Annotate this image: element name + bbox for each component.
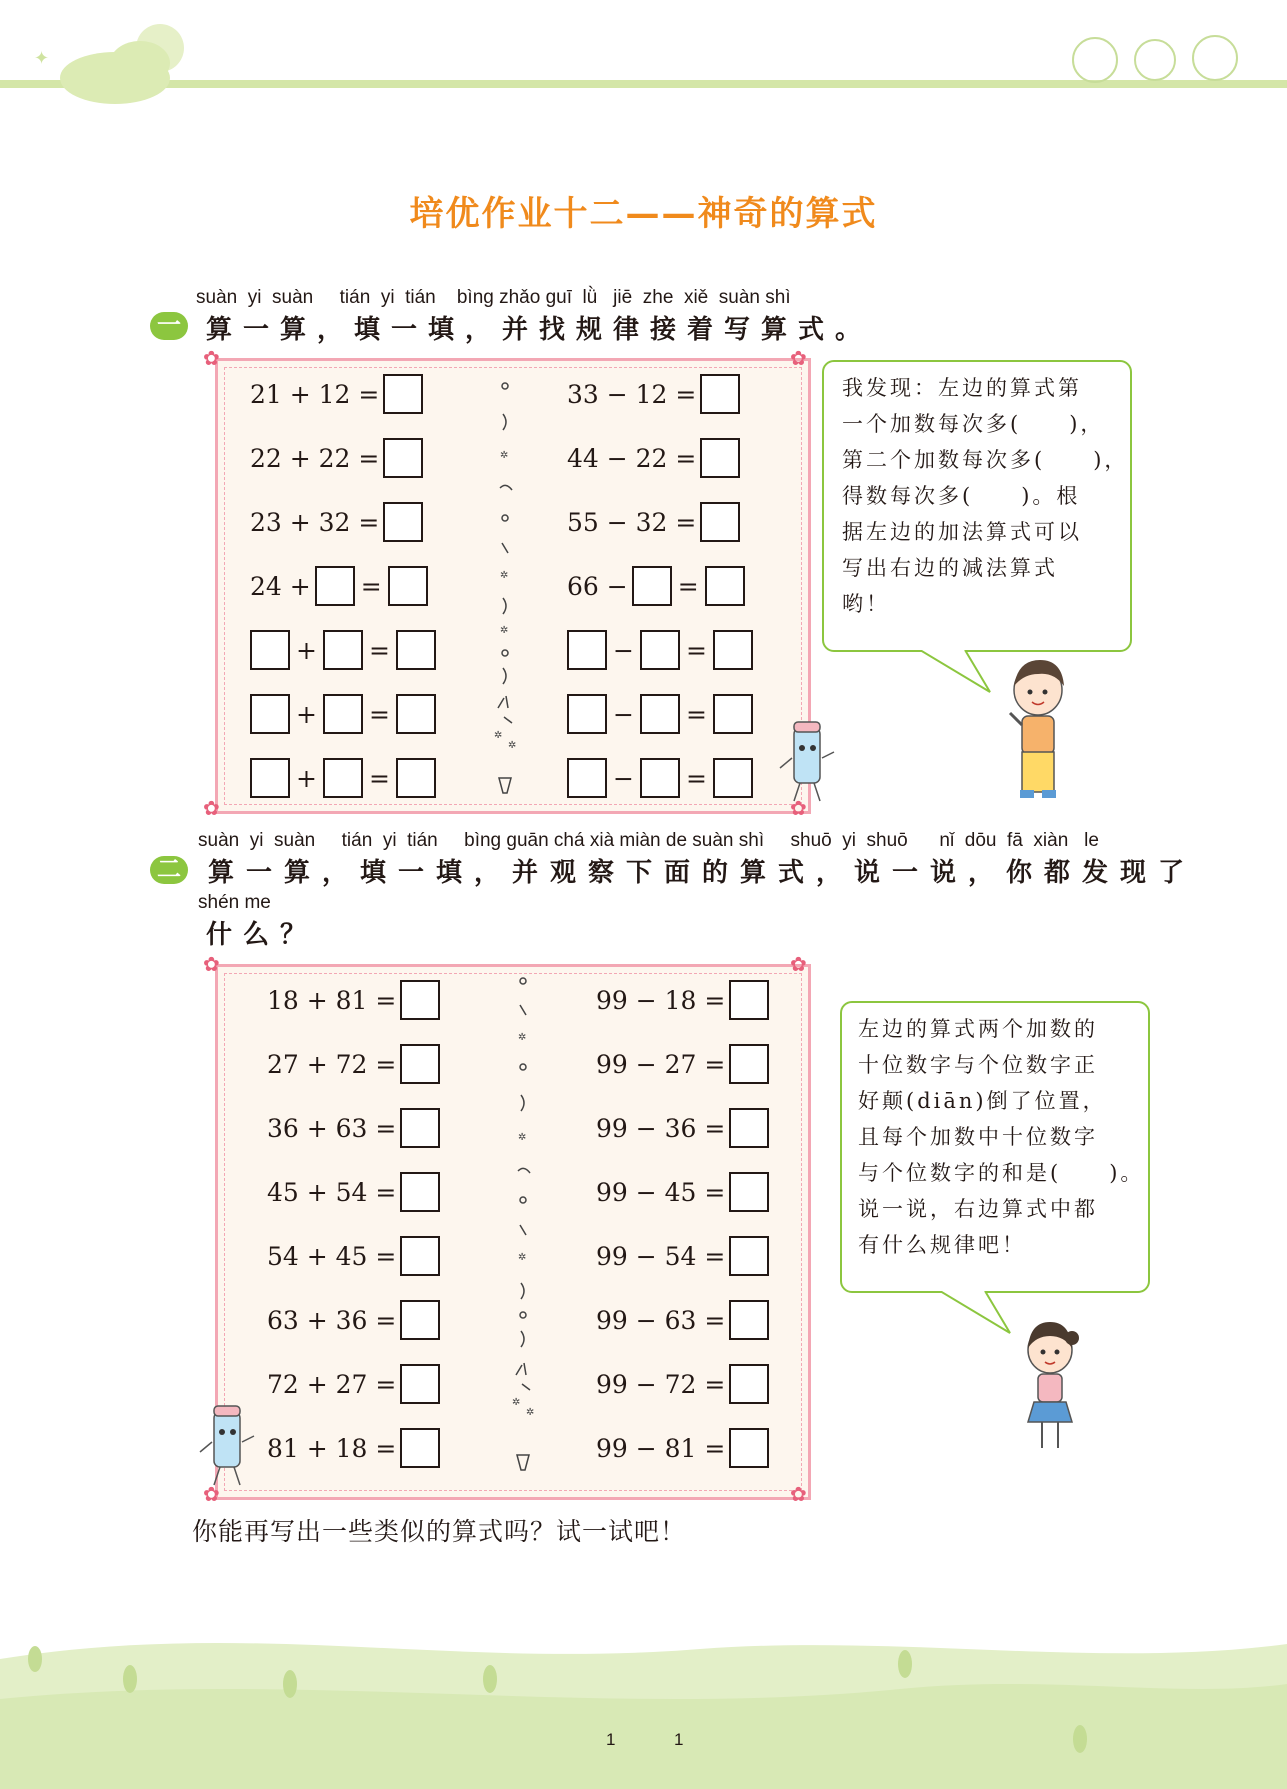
equation-row bbox=[267, 1428, 440, 1468]
answer-box[interactable] bbox=[640, 694, 680, 734]
equation-row bbox=[250, 566, 428, 606]
equation-row bbox=[596, 980, 769, 1020]
girl-character-icon bbox=[1010, 1320, 1090, 1460]
answer-box[interactable] bbox=[396, 758, 436, 798]
boy-character-icon bbox=[990, 658, 1080, 808]
equation-text: 27 + 72 = bbox=[267, 1049, 397, 1079]
svg-text:✲: ✲ bbox=[500, 570, 509, 581]
equals-sign: = bbox=[677, 571, 699, 601]
hills-decoration bbox=[0, 1629, 1287, 1789]
equation-row bbox=[267, 1300, 440, 1340]
answer-box[interactable] bbox=[713, 758, 753, 798]
equation-row bbox=[567, 374, 740, 414]
equation-row bbox=[267, 1172, 440, 1212]
equation-row bbox=[250, 438, 423, 478]
minus-sign: − bbox=[613, 763, 634, 793]
hint-line: 据左边的加法算式可以 bbox=[842, 520, 1082, 544]
answer-box[interactable] bbox=[700, 438, 740, 478]
equation-text: 63 + 36 = bbox=[267, 1305, 397, 1335]
bubble-tail bbox=[920, 650, 1000, 695]
answer-box[interactable] bbox=[713, 630, 753, 670]
answer-box[interactable] bbox=[729, 1108, 769, 1148]
equation-text: 33 − 12 = bbox=[567, 379, 697, 409]
equals-sign: = bbox=[368, 763, 390, 793]
equals-sign: = bbox=[368, 699, 390, 729]
answer-box[interactable] bbox=[729, 1364, 769, 1404]
hint-bubble bbox=[822, 360, 1132, 652]
firework-decoration bbox=[490, 378, 520, 798]
section1-badge: 一 bbox=[150, 312, 188, 340]
flower-icon: ✿ bbox=[790, 952, 807, 976]
answer-box[interactable] bbox=[315, 566, 355, 606]
answer-box[interactable] bbox=[729, 1428, 769, 1468]
equation-text: 36 + 63 = bbox=[267, 1113, 397, 1143]
bubble-tail bbox=[940, 1291, 1020, 1336]
equation-text: 99 − 72 = bbox=[596, 1369, 726, 1399]
equation-row bbox=[250, 694, 436, 734]
answer-box[interactable] bbox=[567, 758, 607, 798]
equation-row bbox=[250, 502, 423, 542]
answer-box[interactable] bbox=[250, 630, 290, 670]
answer-box[interactable] bbox=[632, 566, 672, 606]
equation-text: 99 − 54 = bbox=[596, 1241, 726, 1271]
svg-text:✲: ✲ bbox=[512, 1397, 521, 1408]
answer-box[interactable] bbox=[400, 1428, 440, 1468]
equation-row bbox=[250, 630, 436, 670]
answer-box[interactable] bbox=[400, 1172, 440, 1212]
equation-text: 99 − 27 = bbox=[596, 1049, 726, 1079]
svg-text:✲: ✲ bbox=[518, 1252, 527, 1263]
answer-box[interactable] bbox=[640, 758, 680, 798]
section2-pinyin2: shén me bbox=[198, 892, 271, 913]
answer-box[interactable] bbox=[700, 502, 740, 542]
equals-sign: = bbox=[685, 763, 707, 793]
answer-box[interactable] bbox=[396, 630, 436, 670]
hint-line: 我发现：左边的算式第 bbox=[842, 376, 1082, 400]
answer-box[interactable] bbox=[700, 374, 740, 414]
page-number: 1 bbox=[674, 1730, 684, 1749]
svg-text:✦: ✦ bbox=[34, 48, 50, 69]
section2-pinyin: suàn yi suàn tián yi tián bìng guān chá xià miàn de suàn shì shuō yi shuō nǐ dōu fā xiàn le bbox=[198, 830, 1099, 851]
minus-sign: − bbox=[613, 635, 634, 665]
hint-line: 左边的算式两个加数的 bbox=[858, 1017, 1098, 1041]
svg-text:✲: ✲ bbox=[526, 1407, 535, 1418]
hint-line: 好颠(diān)倒了位置， bbox=[858, 1089, 1107, 1113]
svg-text:✲: ✲ bbox=[494, 730, 503, 741]
equation-row bbox=[567, 502, 740, 542]
svg-text:✲: ✲ bbox=[518, 1132, 527, 1143]
equation-text: 99 − 18 = bbox=[596, 985, 726, 1015]
pencil-mascot-icon bbox=[192, 1402, 262, 1492]
hint-line: 说一说，右边算式中都 bbox=[858, 1197, 1098, 1221]
answer-box[interactable] bbox=[323, 630, 363, 670]
firework-decoration bbox=[508, 975, 538, 1475]
equation-row bbox=[567, 630, 753, 670]
hint-line: 与个位数字的和是( )。 bbox=[858, 1161, 1145, 1185]
equation-text: 81 + 18 = bbox=[267, 1433, 397, 1463]
section1-instruction: 算一算，填一填，并找规律接着写算式。 bbox=[206, 315, 873, 345]
equation-text: 99 − 63 = bbox=[596, 1305, 726, 1335]
hint-line: 一个加数每次多( )， bbox=[842, 412, 1105, 436]
equation-text: 23 + 32 = bbox=[250, 507, 380, 537]
answer-box[interactable] bbox=[323, 694, 363, 734]
answer-box[interactable] bbox=[713, 694, 753, 734]
answer-box[interactable] bbox=[400, 980, 440, 1020]
equation-row bbox=[267, 1364, 440, 1404]
minus-sign: − bbox=[613, 699, 634, 729]
answer-box[interactable] bbox=[567, 630, 607, 670]
flower-icon: ✿ bbox=[790, 1482, 807, 1506]
answer-box[interactable] bbox=[729, 1044, 769, 1084]
equation-text: 18 + 81 = bbox=[267, 985, 397, 1015]
plus-sign: + bbox=[296, 699, 317, 729]
equation-row bbox=[596, 1300, 769, 1340]
hint-line: 且每个加数中十位数字 bbox=[858, 1125, 1098, 1149]
svg-text:✲: ✲ bbox=[500, 625, 509, 636]
section1-pinyin: suàn yi suàn tián yi tián bìng zhǎo guī lǜ jiē zhe xiě suàn shì bbox=[196, 287, 791, 308]
pencil-mascot-icon bbox=[772, 718, 842, 808]
hint-line: 写出右边的减法算式 bbox=[842, 556, 1058, 580]
hint-line: 哟！ bbox=[842, 592, 890, 616]
hint-line: 十位数字与个位数字正 bbox=[858, 1053, 1098, 1077]
equation-row bbox=[567, 566, 745, 606]
answer-box[interactable] bbox=[383, 374, 423, 414]
extension-question: 你能再写出一些类似的算式吗？试一试吧！ bbox=[192, 1517, 687, 1546]
hint-line: 第二个加数每次多( )， bbox=[842, 448, 1129, 472]
section2-instruction: 算一算，填一填，并观察下面的算式，说一说，你都发现了 bbox=[208, 858, 1197, 888]
answer-box[interactable] bbox=[400, 1364, 440, 1404]
answer-box[interactable] bbox=[400, 1300, 440, 1340]
flower-icon: ✿ bbox=[203, 796, 220, 820]
equation-text: 22 + 22 = bbox=[250, 443, 380, 473]
equation-text: 44 − 22 = bbox=[567, 443, 697, 473]
equation-text: 99 − 36 = bbox=[596, 1113, 726, 1143]
answer-box[interactable] bbox=[729, 1236, 769, 1276]
answer-box[interactable] bbox=[396, 694, 436, 734]
equation-row bbox=[596, 1236, 769, 1276]
hint-line: 得数每次多( )。根 bbox=[842, 484, 1081, 508]
answer-box[interactable] bbox=[400, 1044, 440, 1084]
answer-box[interactable] bbox=[250, 694, 290, 734]
equals-sign: = bbox=[360, 571, 382, 601]
equation-text: 66 − bbox=[567, 571, 628, 601]
answer-box[interactable] bbox=[705, 566, 745, 606]
equation-text: 24 + bbox=[250, 571, 311, 601]
flower-icon: ✿ bbox=[790, 346, 807, 370]
equation-row bbox=[596, 1044, 769, 1084]
equation-row bbox=[567, 694, 753, 734]
answer-box[interactable] bbox=[250, 758, 290, 798]
flower-icon: ✿ bbox=[203, 1482, 220, 1506]
page-title: 培优作业十二——神奇的算式 bbox=[409, 194, 878, 234]
equals-sign: = bbox=[368, 635, 390, 665]
section2-badge: 二 bbox=[150, 856, 188, 884]
equation-text: 72 + 27 = bbox=[267, 1369, 397, 1399]
section2-instruction2: 什么？ bbox=[206, 920, 318, 950]
equation-text: 55 − 32 = bbox=[567, 507, 697, 537]
equals-sign: = bbox=[685, 699, 707, 729]
equation-row bbox=[596, 1172, 769, 1212]
answer-box[interactable] bbox=[388, 566, 428, 606]
equation-text: 45 + 54 = bbox=[267, 1177, 397, 1207]
svg-text:✲: ✲ bbox=[500, 450, 509, 461]
answer-box[interactable] bbox=[323, 758, 363, 798]
equation-row bbox=[250, 758, 436, 798]
page-number: 1 bbox=[606, 1730, 616, 1749]
plus-sign: + bbox=[296, 763, 317, 793]
answer-box[interactable] bbox=[729, 980, 769, 1020]
flower-icon: ✿ bbox=[203, 346, 220, 370]
answer-box[interactable] bbox=[400, 1108, 440, 1148]
answer-box[interactable] bbox=[640, 630, 680, 670]
equation-text: 99 − 81 = bbox=[596, 1433, 726, 1463]
hint-bubble bbox=[840, 1001, 1150, 1293]
answer-box[interactable] bbox=[567, 694, 607, 734]
equation-row bbox=[567, 758, 753, 798]
plus-sign: + bbox=[296, 635, 317, 665]
equation-row bbox=[267, 980, 440, 1020]
answer-box[interactable] bbox=[383, 438, 423, 478]
equation-row bbox=[267, 1108, 440, 1148]
equation-text: 21 + 12 = bbox=[250, 379, 380, 409]
flower-icon: ✿ bbox=[790, 796, 807, 820]
svg-text:✲: ✲ bbox=[508, 740, 517, 751]
flower-icon: ✿ bbox=[203, 952, 220, 976]
equation-row bbox=[567, 438, 740, 478]
equation-row bbox=[596, 1108, 769, 1148]
equals-sign: = bbox=[685, 635, 707, 665]
equation-row bbox=[250, 374, 423, 414]
answer-box[interactable] bbox=[383, 502, 423, 542]
equation-row bbox=[267, 1236, 440, 1276]
svg-text:✲: ✲ bbox=[518, 1032, 527, 1043]
answer-box[interactable] bbox=[729, 1300, 769, 1340]
equation-text: 54 + 45 = bbox=[267, 1241, 397, 1271]
equation-text: 99 − 45 = bbox=[596, 1177, 726, 1207]
equation-row bbox=[267, 1044, 440, 1084]
answer-box[interactable] bbox=[729, 1172, 769, 1212]
equation-row bbox=[596, 1428, 769, 1468]
answer-box[interactable] bbox=[400, 1236, 440, 1276]
hint-line: 有什么规律吧！ bbox=[858, 1233, 1026, 1257]
equation-row bbox=[596, 1364, 769, 1404]
cloud-sun-decoration bbox=[20, 8, 200, 108]
animal-heads-decoration bbox=[1060, 20, 1250, 85]
